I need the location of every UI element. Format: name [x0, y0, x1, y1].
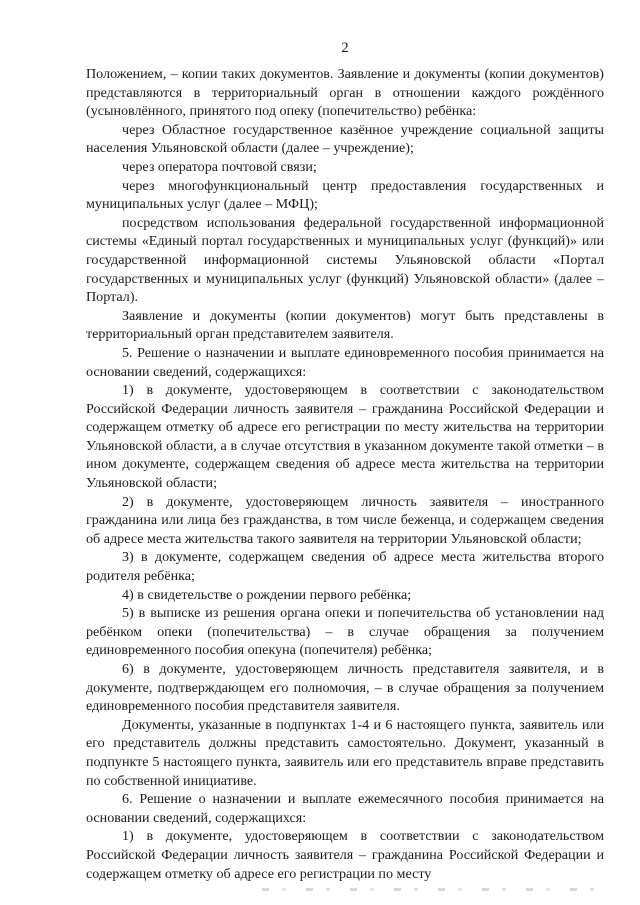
paragraph: Положением, – копии таких документов. Заявление и документы (копии документов) представляются в территориальный орган в отношении каждого рождённого (усыновлённого, принятого под опеку (попечительство) ребёнка:	[86, 66, 604, 120]
paragraph: Заявление и документы (копии документов) могут быть представлены в территориальный орган представителем заявителя.	[86, 307, 604, 343]
page-number: 2	[341, 40, 349, 56]
paragraph: 3) в документе, содержащем сведения об адресе места жительства второго родителя ребёнка;	[86, 549, 604, 585]
paragraph: через Областное государственное казённое учреждение социальной защиты населения Ульяновской области (далее – учреждение);	[86, 121, 604, 157]
paragraph: через многофункциональный центр предоставления государственных и муниципальных услуг (далее – МФЦ);	[86, 177, 604, 213]
paragraph: 1) в документе, удостоверяющем в соответствии с законодательством Российской Федерации личность заявителя – гражданина Российской Федерации и содержащем отметку об адресе его регистрации по месту	[86, 828, 604, 882]
paragraph: 2) в документе, удостоверяющем личность заявителя – иностранного гражданина или лица без гражданства, в том числе беженца, и содержащем сведения об адресе места жительства такого заявителя на территории Ульяновской области;	[86, 493, 604, 547]
paragraph: Документы, указанные в подпунктах 1-4 и 6 настоящего пункта, заявитель или его представитель должны представить самостоятельно. Документ, указанный в подпункте 5 настоящего пункта, заявитель или его представитель вправе представить по собственной инициативе.	[86, 716, 604, 789]
paragraph: 4) в свидетельстве о рождении первого ребёнка;	[122, 586, 412, 603]
paragraph: через оператора почтовой связи;	[122, 158, 317, 175]
paragraph: 6. Решение о назначении и выплате ежемесячного пособия принимается на основании сведений, содержащихся:	[86, 791, 604, 826]
paragraph: посредством использования федеральной государственной информационной системы «Единый портал государственных и муниципальных услуг (функций)» или государственной информационной системы Ульяновской области «Портал государственных и муниципальных услуг (функций) Ульяновской области» (далее – Портал).	[86, 214, 604, 306]
paragraph: 5. Решение о назначении и выплате единовременного пособия принимается на основании сведений, содержащихся:	[86, 344, 604, 380]
document-body	[86, 65, 604, 883]
paragraph: 1) в документе, удостоверяющем в соответствии с законодательством Российской Федерации личность заявителя – гражданина Российской Федерации и содержащем отметку об адресе его регистрации по месту жительства на территории Ульяновской области, а в случае отсутствия в указанном документе такой отметки – в ином документе, содержащем сведения об адресе места жительства на территории Ульяновской области;	[86, 382, 604, 492]
paragraph: 6) в документе, удостоверяющем личность представителя заявителя, и в документе, подтверждающем его полномочия, – в случае обращения за получением единовременного пособия представителя заявителя.	[86, 661, 604, 715]
paragraph: 5) в выписке из решения органа опеки и попечительства об установлении над ребёнком опеки (попечительства) – в случае обращения за получением единовременного пособия опекуна (попечителя) ребёнка;	[86, 605, 604, 659]
scan-artifact	[262, 888, 614, 891]
